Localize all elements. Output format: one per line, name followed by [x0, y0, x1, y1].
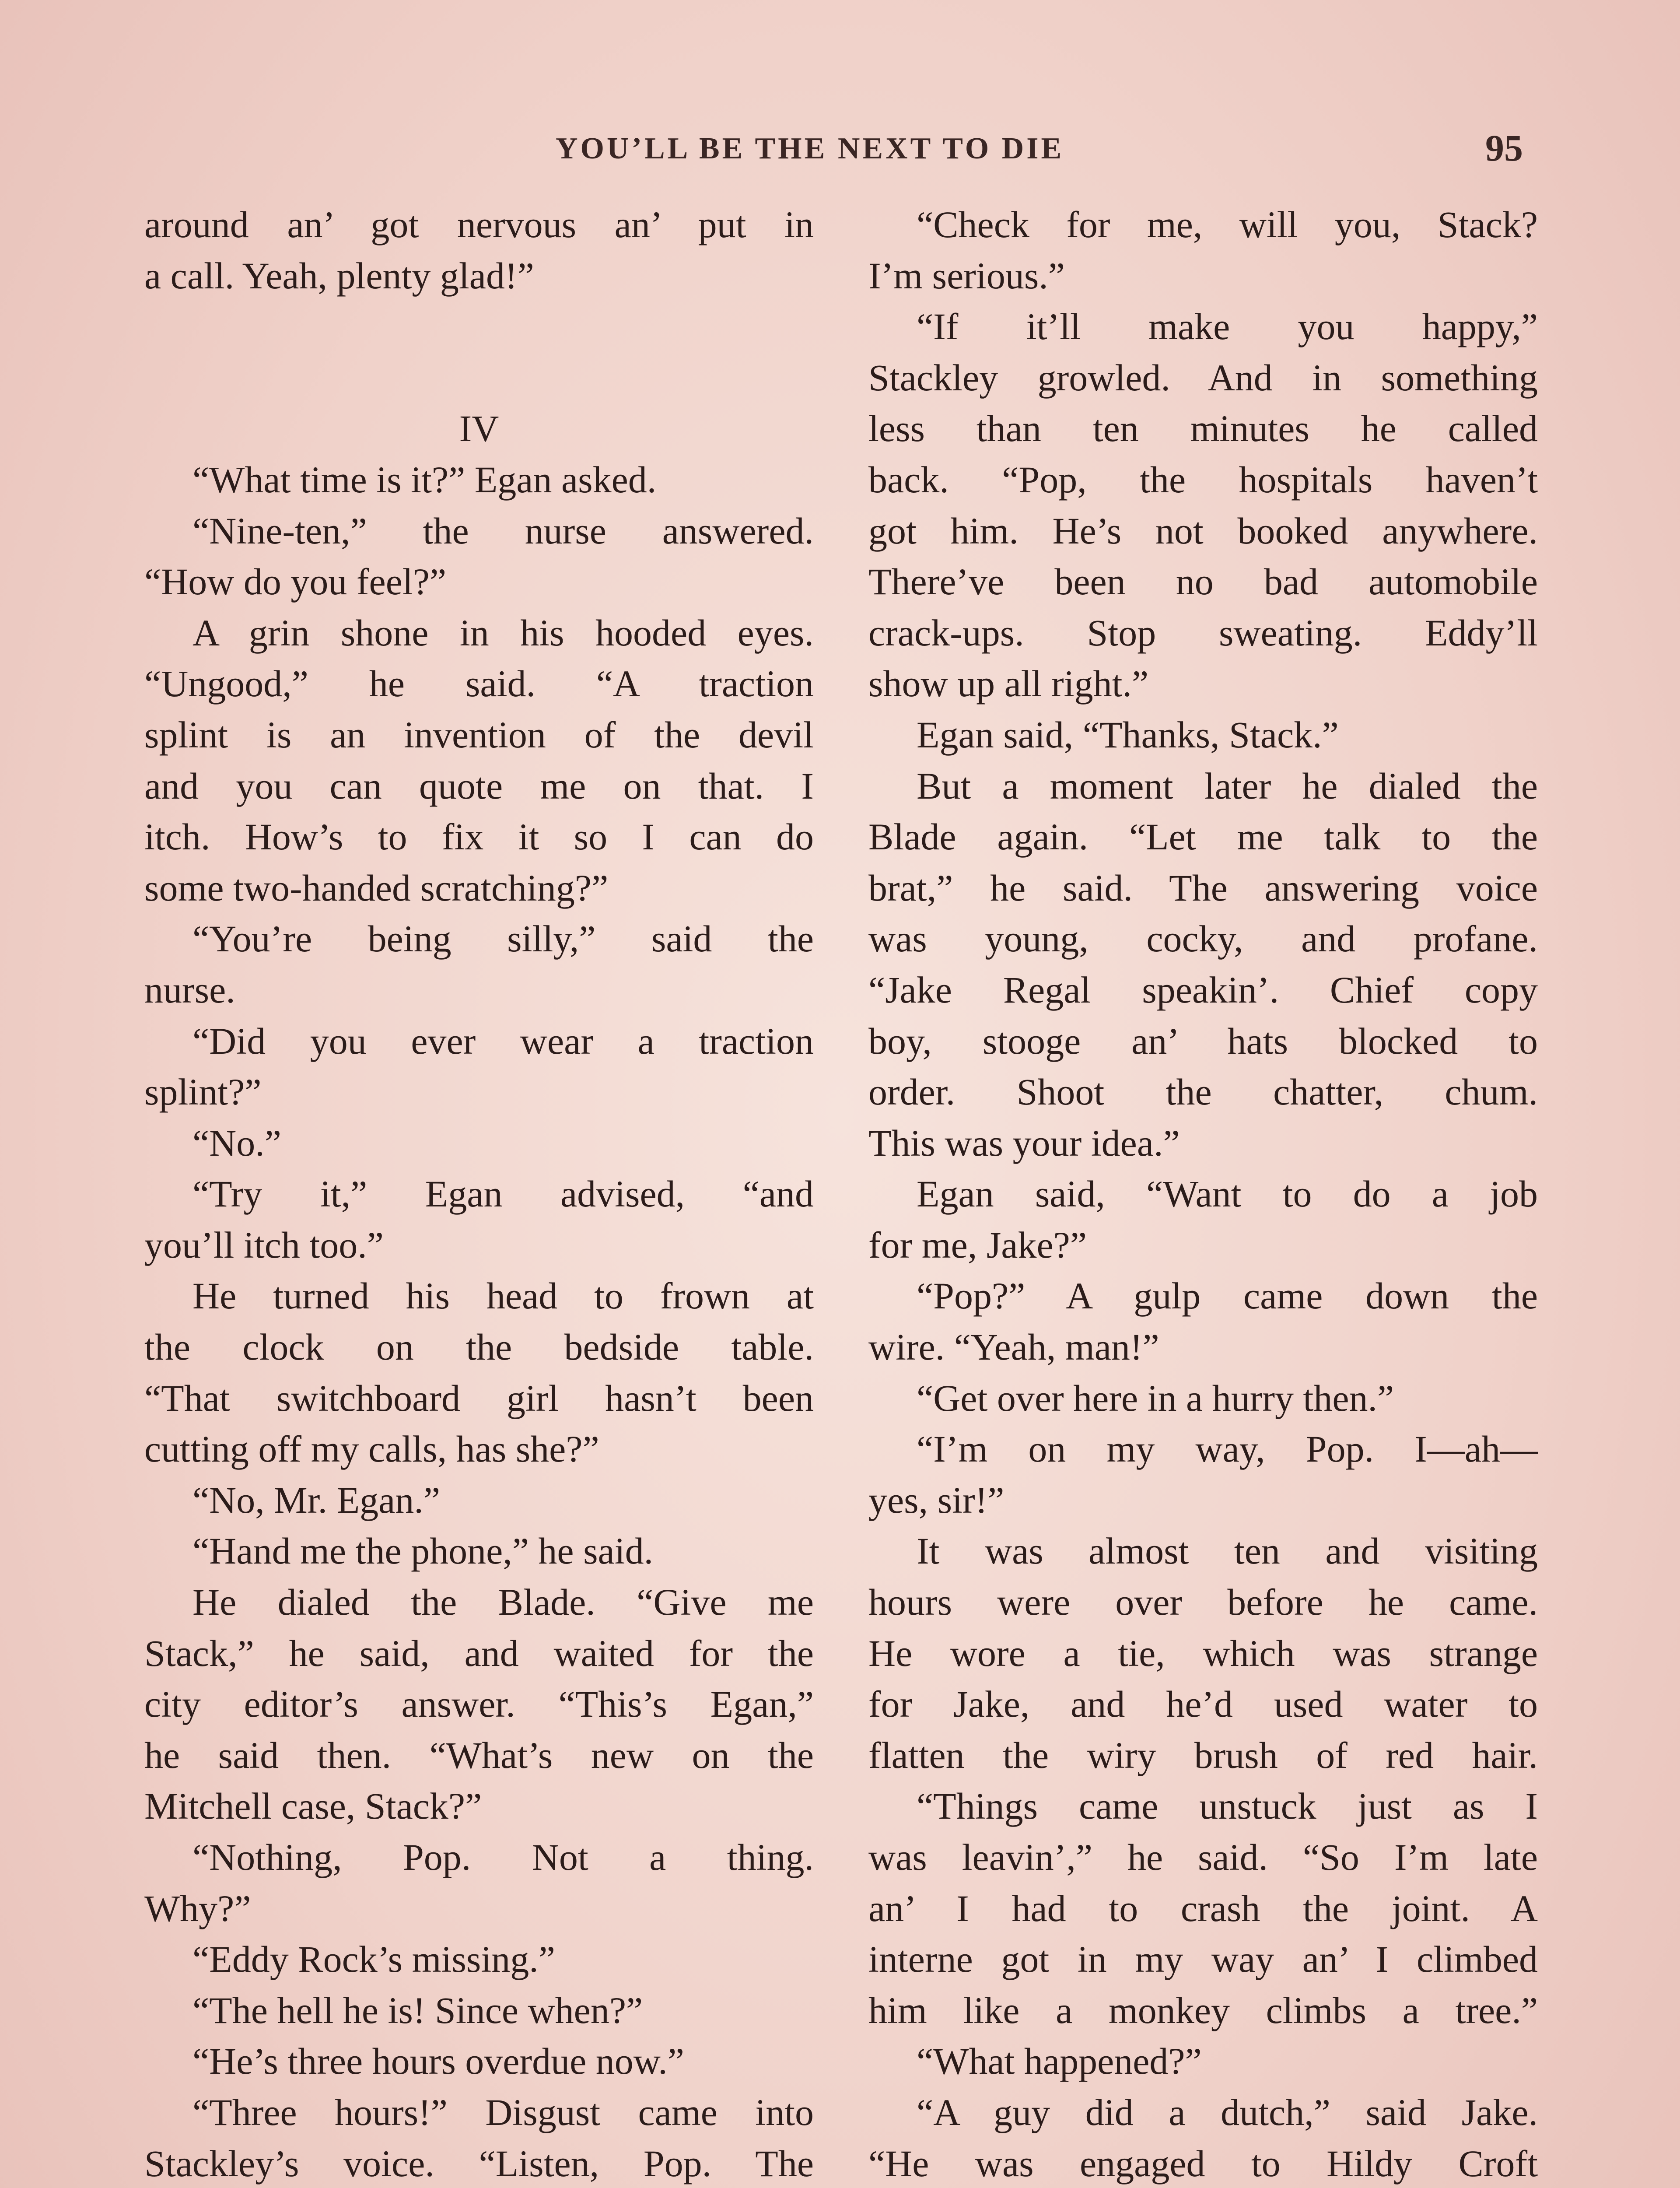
- text-line: yes, sir!”: [868, 1479, 1004, 1521]
- text-line: splint?”: [144, 1071, 262, 1113]
- text-line: Stackley’s voice. “Listen, Pop. The: [144, 2142, 814, 2184]
- text-line: IV: [459, 407, 499, 450]
- text-line: cutting off my calls, has she?”: [144, 1428, 599, 1470]
- text-line: Egan said, “Thanks, Stack.”: [917, 713, 1339, 756]
- running-title: YOU’LL BE THE NEXT TO DIE: [556, 132, 1064, 165]
- text-line: “Did you ever wear a traction: [192, 1020, 814, 1062]
- text-line: But a moment later he dialed the: [917, 764, 1538, 807]
- text-line: nurse.: [144, 968, 235, 1011]
- text-line: itch. How’s to fix it so I can do: [144, 816, 814, 858]
- text-line: flatten the wiry brush of red hair.: [868, 1734, 1538, 1776]
- text-line: crack-ups. Stop sweating. Eddy’ll: [868, 611, 1538, 654]
- text-line: “How do you feel?”: [144, 561, 447, 603]
- text-line: order. Shoot the chatter, chum.: [868, 1071, 1538, 1113]
- text-line: around an’ got nervous an’ put in: [144, 203, 814, 245]
- text-line: a call. Yeah, plenty glad!”: [144, 254, 534, 297]
- text-line: he said then. “What’s new on the: [144, 1734, 814, 1776]
- text-line: He wore a tie, which was strange: [868, 1632, 1538, 1674]
- text-line: This was your idea.”: [868, 1122, 1180, 1164]
- text-line: him like a monkey climbs a tree.”: [868, 1989, 1538, 2031]
- text-line: He turned his head to frown at: [192, 1275, 814, 1317]
- text-line: “The hell he is! Since when?”: [192, 1989, 643, 2031]
- text-line: Stackley growled. And in something: [868, 356, 1538, 399]
- text-line: “Try it,” Egan advised, “and: [192, 1173, 814, 1215]
- right-text-column: [868, 199, 1538, 2188]
- text-line: “Pop?” A gulp came down the: [917, 1275, 1538, 1317]
- text-line: city editor’s answer. “This’s Egan,”: [144, 1683, 814, 1725]
- text-line: boy, stooge an’ hats blocked to: [868, 1020, 1538, 1062]
- text-line: Mitchell case, Stack?”: [144, 1785, 482, 1827]
- text-line: “Three hours!” Disgust came into: [192, 2091, 814, 2133]
- text-line: Stack,” he said, and waited for the: [144, 1632, 814, 1674]
- text-line: “Jake Regal speakin’. Chief copy: [868, 968, 1538, 1011]
- text-line: “What happened?”: [917, 2040, 1202, 2083]
- text-line: and you can quote me on that. I: [144, 764, 814, 807]
- left-text-column: [144, 199, 814, 2188]
- text-line: an’ I had to crash the joint. A: [868, 1887, 1538, 1929]
- page-number: 95: [1485, 127, 1523, 169]
- text-line: “Ungood,” he said. “A traction: [144, 663, 814, 705]
- text-line: you’ll itch too.”: [144, 1224, 384, 1266]
- text-line: show up all right.”: [868, 663, 1149, 705]
- text-line: some two-handed scratching?”: [144, 866, 609, 909]
- text-line: “Nine-ten,” the nurse answered.: [192, 509, 814, 552]
- text-line: “He’s three hours overdue now.”: [192, 2040, 684, 2083]
- text-line: less than ten minutes he called: [868, 407, 1538, 450]
- text-line: There’ve been no bad automobile: [868, 561, 1538, 603]
- text-line: “That switchboard girl hasn’t been: [144, 1377, 814, 1419]
- text-line: the clock on the bedside table.: [144, 1326, 814, 1368]
- text-line: “Things came unstuck just as I: [917, 1785, 1538, 1827]
- text-line: interne got in my way an’ I climbed: [868, 1938, 1538, 1981]
- text-line: “What time is it?” Egan asked.: [192, 458, 657, 501]
- text-line: “Get over here in a hurry then.”: [917, 1377, 1394, 1419]
- text-line: “He was engaged to Hildy Croft: [868, 2142, 1538, 2184]
- text-line: [144, 352, 814, 403]
- text-line: Blade again. “Let me talk to the: [868, 816, 1538, 858]
- text-line: got him. He’s not booked anywhere.: [868, 509, 1538, 552]
- text-line: back. “Pop, the hospitals haven’t: [868, 458, 1538, 501]
- text-line: “I’m on my way, Pop. I—ah—: [917, 1428, 1538, 1470]
- text-line: He dialed the Blade. “Give me: [192, 1581, 814, 1623]
- text-line: [144, 301, 814, 352]
- text-line: “No, Mr. Egan.”: [192, 1479, 441, 1521]
- text-line: splint is an invention of the devil: [144, 713, 814, 756]
- text-line: hours were over before he came.: [868, 1581, 1538, 1623]
- text-line: wire. “Yeah, man!”: [868, 1326, 1159, 1368]
- text-line: It was almost ten and visiting: [917, 1530, 1538, 1572]
- text-line: brat,” he said. The answering voice: [868, 866, 1538, 909]
- text-line: “A guy did a dutch,” said Jake.: [917, 2091, 1538, 2133]
- text-line: I’m serious.”: [868, 254, 1065, 297]
- text-line: Why?”: [144, 1887, 251, 1929]
- text-line: for me, Jake?”: [868, 1224, 1087, 1266]
- text-line: was young, cocky, and profane.: [868, 918, 1538, 960]
- text-line: “Check for me, will you, Stack?: [917, 203, 1538, 245]
- text-line: “You’re being silly,” said the: [192, 918, 814, 960]
- text-line: “If it’ll make you happy,”: [917, 305, 1538, 348]
- text-line: Egan said, “Want to do a job: [917, 1173, 1538, 1215]
- text-line: was leavin’,” he said. “So I’m late: [868, 1836, 1538, 1878]
- text-line: for Jake, and he’d used water to: [868, 1683, 1538, 1725]
- text-line: A grin shone in his hooded eyes.: [192, 611, 814, 654]
- text-line: “Hand me the phone,” he said.: [192, 1530, 654, 1572]
- text-line: “No.”: [192, 1122, 281, 1164]
- text-line: “Nothing, Pop. Not a thing.: [192, 1836, 814, 1878]
- text-line: “Eddy Rock’s missing.”: [192, 1938, 555, 1981]
